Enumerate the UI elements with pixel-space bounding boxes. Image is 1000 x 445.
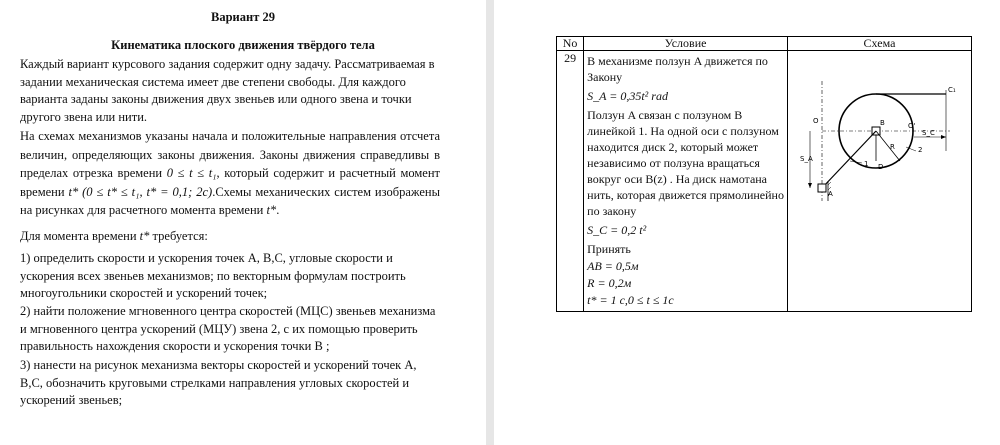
- label-b: B: [879, 119, 885, 127]
- cell-condition: [584, 51, 788, 312]
- left-document-page: [0, 0, 486, 445]
- time-interval-formula: 0 ≤ t ≤ t₁: [166, 166, 217, 180]
- hatch-1: [828, 182, 831, 185]
- sc-arrow-head: [941, 135, 946, 139]
- label-1: 1: [863, 160, 869, 168]
- requirement-1: 1) определить скорости и ускорения точек A, B,C, угловые скорости и ускорения всех звеньев механизмов; по векторным формулам построить многоугольники скоростей и ускорений точек;: [20, 251, 406, 300]
- task-table: [556, 36, 972, 312]
- required-t-star: t*: [139, 229, 150, 243]
- label-sa: S_A: [799, 155, 813, 163]
- label-r: R: [889, 143, 895, 151]
- formula-t: t* = 1 с,0 ≤ t ≤ 1с: [587, 293, 674, 307]
- label-sc: S_C: [921, 129, 935, 137]
- label-d: D: [877, 163, 884, 171]
- intro-paragraph: Каждый вариант курсового задания содержит одну задачу. Рассматриваемая в задании механическая система имеет две степени свободы. Для каждого варианта заданы законы движения двух звеньев или одного звена и точки другого звена или нити.: [20, 57, 435, 124]
- label-a: A: [827, 190, 833, 198]
- variant-title: Вариант 29: [211, 10, 275, 24]
- label-2: 2: [917, 146, 923, 154]
- header-condition: Условие: [584, 37, 788, 51]
- required-text-end: требуется:: [152, 229, 208, 243]
- schemes-text-mid: , который содержит и расчетный момент времени: [20, 166, 441, 199]
- condition-text-2: Ползун A связан с ползуном B линейкой 1. На одной оси с ползуном находится диск 2, который может независимо от ползуна вращаться вокруг оси B(z) . На диск намотана нить, которая движется прямолинейно по закону: [587, 108, 784, 218]
- schemes-paragraph: На схемах механизмов указаны начала и положительные направления отсчета величин, определяющих законы движения. Законы движения справедливы в пределах отрезка времени 0 ≤ t ≤ t₁, который содержит и расчетный момент времени t* (0 ≤ t* ≤ t₁, t* = 0,1; 2c).Схемы механических систем изображены на рисунках для расчетного момента времени t*.: [20, 129, 441, 217]
- formula-sc: S_C = 0,2 t²: [587, 223, 647, 237]
- condition-text-1: В механизме ползун A движется по Закону: [587, 54, 768, 84]
- schemes-text-start: На схемах механизмов указаны начала и положительные направления отсчета величин, определяющих законы движения. Законы движения справедливы в пределах отрезка времени: [20, 129, 440, 180]
- formula-sa: S_A = 0,35t² rad: [587, 89, 668, 103]
- t-star-symbol: t*: [266, 203, 277, 217]
- required-text-start: Для момента времени: [20, 229, 137, 243]
- cell-no: 29: [557, 51, 584, 312]
- formula-ab: AB = 0,5м: [587, 259, 639, 273]
- right-document-page: [494, 0, 1000, 445]
- radius-line: [876, 131, 900, 161]
- table-header-row: [557, 37, 972, 51]
- header-scheme: Схема: [787, 37, 971, 51]
- accept-label: Принять: [587, 242, 631, 256]
- required-line: [20, 228, 440, 246]
- slider-a: [818, 184, 826, 192]
- label-c1: C₁: [947, 86, 956, 94]
- requirement-3: 3) нанести на рисунок механизма векторы скоростей и ускорений точек A, B,C, обозначить круговыми стрелками направления угловых скоростей и ускорений звеньев;: [20, 358, 417, 407]
- sa-arrow-head: [808, 183, 812, 188]
- requirement-2: 2) найти положение мгновенного центра скоростей (МЦС) звеньев механизма и мгновенного центра ускорений (МЦУ) звена 2, с их помощью проверить правильность нахождения скорости и ускорения точки B ;: [20, 304, 436, 353]
- cell-scheme: [787, 51, 971, 312]
- schemes-text-end: .Схемы механических систем изображены на рисунках для расчетного момента времени: [20, 184, 440, 217]
- section-title: Кинематика плоского движения твёрдого тела: [111, 38, 375, 52]
- mechanism-diagram: [788, 51, 971, 206]
- design-time-formula: t* (0 ≤ t* ≤ t₁, t* = 0,1; 2c): [68, 184, 213, 199]
- table-row: [557, 51, 972, 312]
- header-no: No: [557, 37, 584, 51]
- label-o: O: [812, 117, 819, 125]
- formula-r: R = 0,2м: [587, 276, 632, 290]
- label-o-prime: O': [907, 122, 916, 130]
